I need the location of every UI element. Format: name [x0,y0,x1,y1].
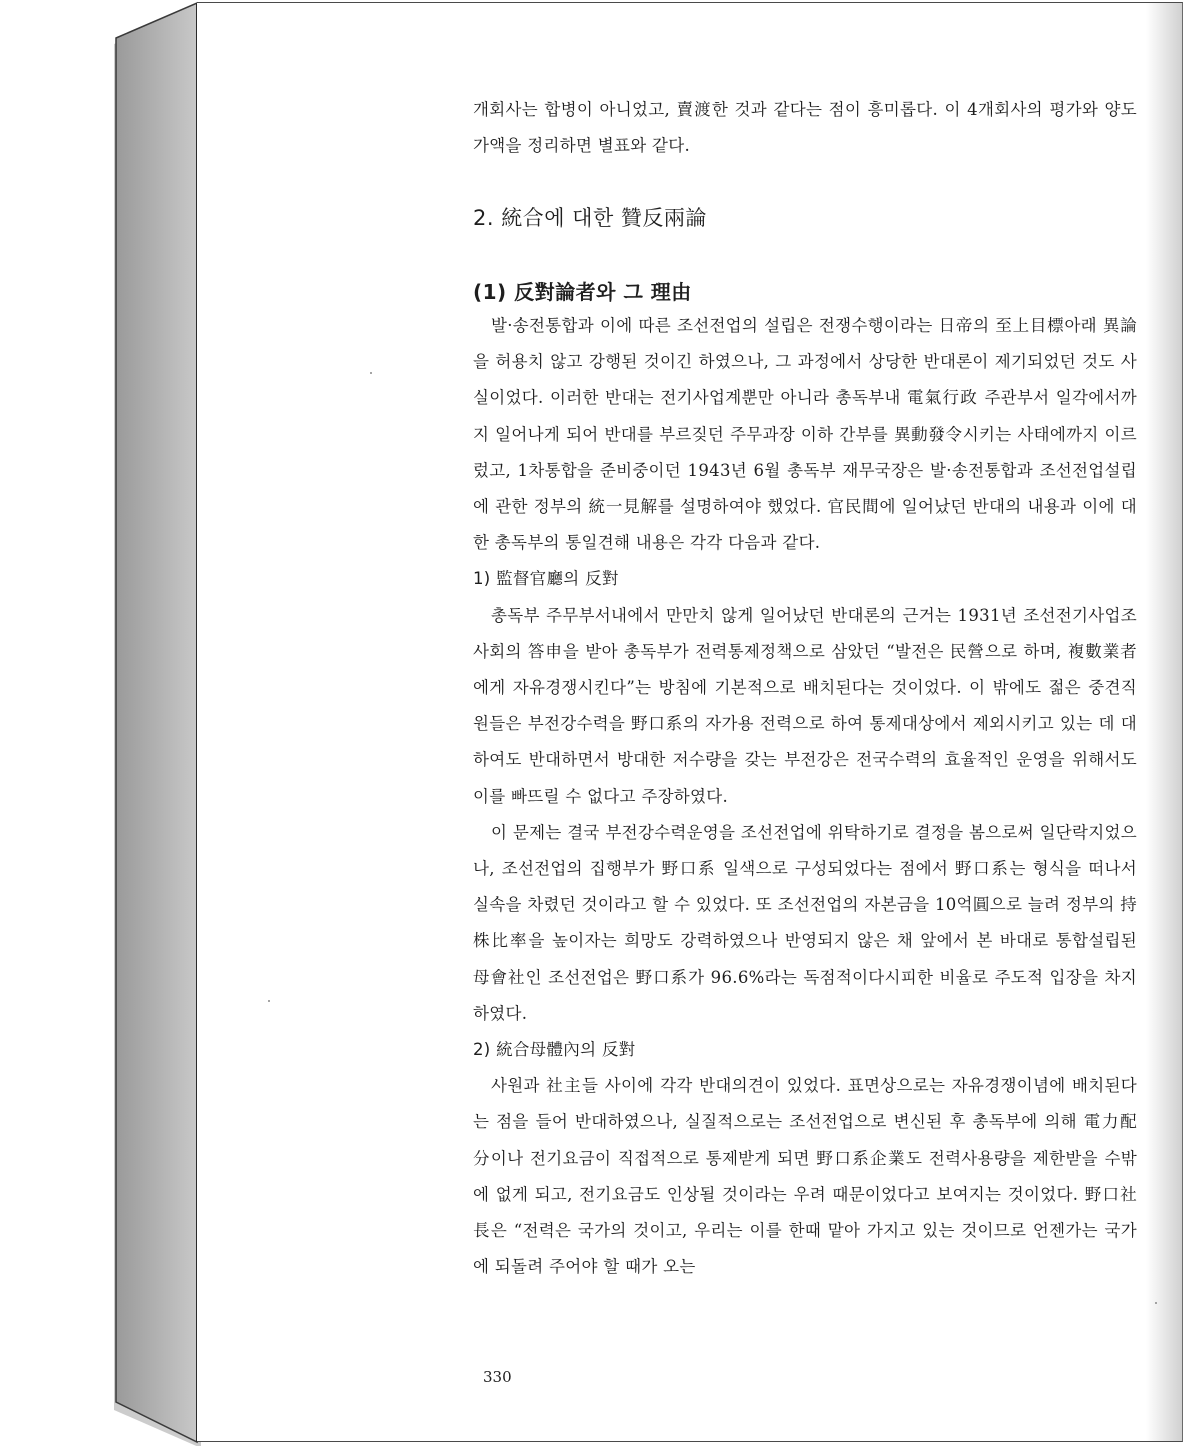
intro-paragraph-block [473,92,1137,164]
paragraph-1: 발·송전통합과 이에 따른 조선전업의 설립은 전쟁수행이라는 日帝의 至上目標아래 異論을 허용치 않고 강행된 것이긴 하였으나, 그 과정에서 상당한 반대론이 제기되었던 것도 사실이었다. 이러한 반대는 전기사업계뿐만 아니라 총독부내 電氣行政 주관부서 일각에서까지 일어나게 되어 반대를 부르짖던 주무과장 이하 간부를 異動發令시키는 사태에까지 이르렀고, 1차통합을 준비중이던 1943년 6월 총독부 재무국장은 발·송전통합과 조선전업설립에 관한 정부의 統一見解를 설명하여야 했었다. 官民間에 일어났던 반대의 내용과 이에 대한 총독부의 통일견해 내용은 각각 다음과 같다. [473,316,1137,553]
scan-speck [1155,1302,1157,1304]
scan-speck [370,372,372,374]
paragraph-4: 사원과 社主들 사이에 각각 반대의견이 있었다. 표면상으로는 자유경쟁이념에 배치된다는 점을 들어 반대하였으나, 실질적으로는 조선전업으로 변신된 후 총독부에 의해 電力配分이나 전기요금이 직접적으로 통제받게 되면 野口系企業도 전력사용량을 제한받을 수밖에 없게 되고, 전기요금도 인상될 것이라는 우려 때문이었다고 보여지는 것이었다. 野口社長은 “전력은 국가의 것이고, 우리는 이를 한때 맡아 가지고 있는 것이므로 언젠가는 국가에 되돌려 주어야 할 때가 오는 [473,1076,1137,1277]
item-heading-1: 1) 監督官廳의 反對 [473,569,619,589]
scan-speck [268,1000,270,1002]
item-heading-2: 2) 統合母體內의 反對 [473,1040,636,1060]
body-text [473,308,1137,1285]
subsection-heading: (1) 反對論者와 그 理由 [473,280,692,304]
page-number: 330 [483,1368,512,1386]
page-edge-shadow [1146,3,1182,1441]
intro-paragraph: 개회사는 합병이 아니었고, 賣渡한 것과 같다는 점이 흥미롭다. 이 4개회사의 평가와 양도가액을 정리하면 별표와 같다. [473,100,1137,156]
paragraph-3: 이 문제는 결국 부전강수력운영을 조선전업에 위탁하기로 결정을 봄으로써 일단락지었으나, 조선전업의 집행부가 野口系 일색으로 구성되었다는 점에서 野口系는 형식을 떠나서 실속을 차렸던 것이라고 할 수 있었다. 또 조선전업의 자본금을 10억圓으로 늘려 정부의 持株比率을 높이자는 희망도 강력하였으나 반영되지 않은 채 앞에서 본 바대로 통합설립된 母會社인 조선전업은 野口系가 96.6%라는 독점적이다시피한 비율로 주도적 입장을 차지하였다. [473,822,1137,1023]
section-heading: 2. 統合에 대한 贊反兩論 [473,206,707,230]
paragraph-2: 총독부 주무부서내에서 만만치 않게 일어났던 반대론의 근거는 1931년 조선전기사업조사회의 答申을 받아 총독부가 전력통제정책으로 삼았던 “발전은 民營으로 하며, 複數業者에게 자유경쟁시킨다”는 방침에 기본적으로 배치된다는 것이었다. 이 밖에도 젊은 중견직원들은 부전강수력을 野口系의 자가용 전력으로 하여 통제대상에서 제외시키고 있는 데 대하여도 반대하면서 방대한 저수량을 갖는 부전강은 전국수력의 효율적인 운영을 위해서도 이를 빠뜨릴 수 없다고 주장하였다. [473,605,1137,806]
